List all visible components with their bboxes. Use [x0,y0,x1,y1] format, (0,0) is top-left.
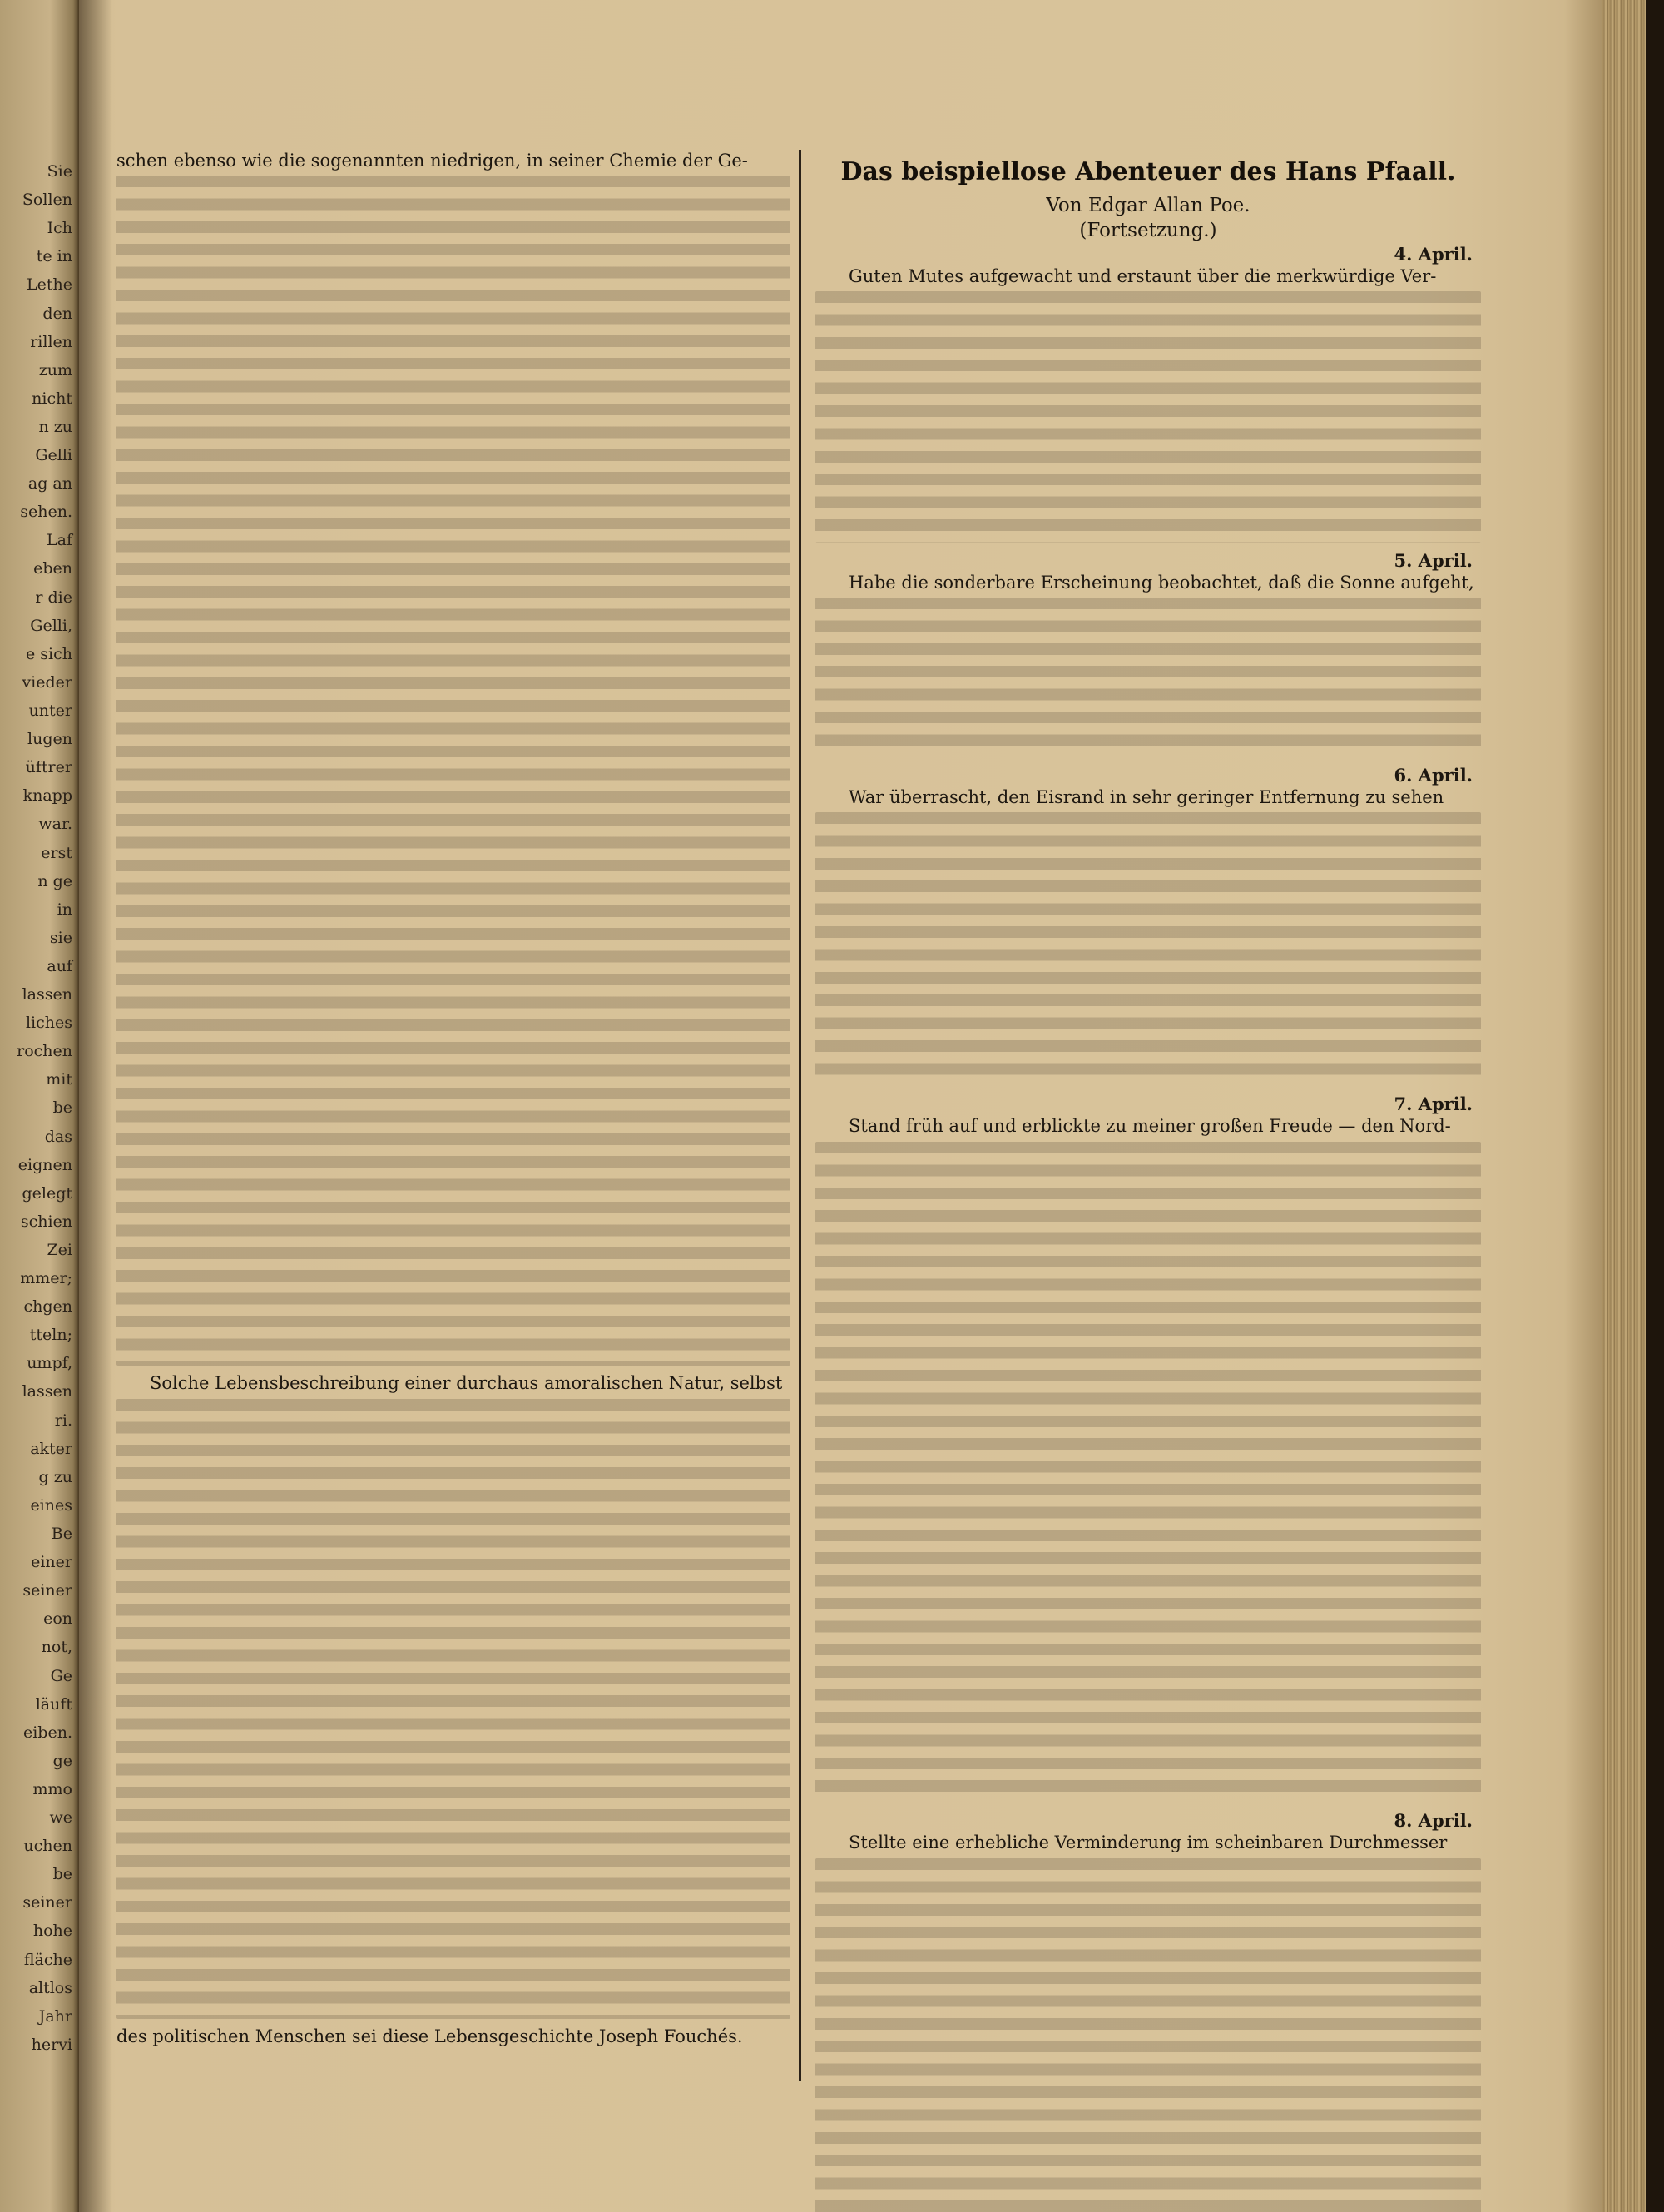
left-page-fragment: seiner [22,1893,72,1912]
left-page-fragment: eines [30,1495,72,1515]
left-page-fragment: auf [47,956,72,975]
left-page-fragment: in [57,900,72,919]
gutter-shadow [79,0,112,2212]
left-page-fragment: läuft [35,1694,72,1714]
left-page-fragment: gelegt [22,1183,72,1203]
left-page-fragment: Gelli, [30,616,72,635]
left-column-last-line: des politischen Menschen sei diese Lebensgeschichte Joseph Fouchés. [116,2026,743,2046]
left-page-fragment: not, [41,1638,72,1657]
left-page-fragment: r die [35,588,72,607]
left-page-fragment: Laf [47,531,72,550]
left-page-fragment: lugen [27,730,72,749]
left-page-fragment: tteln; [29,1326,72,1345]
left-page-fragment: be [52,1865,72,1884]
left-page-fragment: nicht [32,389,72,408]
left-page-fragment: rillen [30,332,72,351]
entry-unread-lines [815,598,1481,757]
entry-first-line: Stellte eine erhebliche Verminderung im scheinbaren Durchmesser [849,1833,1448,1853]
entry-date: 5. April. [1394,549,1473,571]
left-page-fragment: einer [31,1553,72,1572]
left-page-fragment: Ich [47,219,72,238]
left-page-fragment: Ge [50,1666,72,1685]
left-page-fragment: das [44,1127,72,1146]
left-page-fragment: n ge [37,871,72,890]
left-page-edge [0,0,79,2212]
article-title: Das beispiellose Abenteuer des Hans Pfaall. [840,157,1456,186]
entry-date: 6. April. [1394,765,1473,786]
left-column-p2-first-line: Solche Lebensbeschreibung einer durchaus amoralischen Natur, selbst [150,1373,783,1394]
left-page-fragment: uchen [23,1837,72,1856]
left-column [116,150,790,2048]
article-continuation: (Fortsetzung.) [1079,220,1217,241]
left-page-fragment: Zei [47,1240,72,1259]
entry-first-line: Habe die sonderbare Erscheinung beobachtet, daß die Sonne aufgeht, [849,572,1474,593]
article-byline: Von Edgar Allan Poe. [1046,195,1250,216]
left-page-fragment: eben [33,559,72,578]
left-page-fragment: Sie [47,162,72,181]
left-page-fragment: eiben. [22,1723,72,1742]
left-page-fragment: zum [38,360,72,379]
left-page-fragment: g zu [38,1467,72,1486]
left-page-fragment: den [42,304,72,323]
left-page-fragment: vieder [22,672,72,692]
left-page-fragment: lassen [22,985,72,1004]
entry-first-line: War überrascht, den Eisrand in sehr geringer Entfernung zu sehen [849,787,1444,807]
left-page-fragment: knapp [22,786,72,806]
left-page-fragment: eon [43,1609,72,1629]
left-page-fragment: e sich [26,644,72,663]
column-rule [799,150,801,2081]
left-page-fragment: schien [20,1212,72,1231]
left-page-fragment: liches [25,1014,72,1033]
left-page-fragment: eignen [17,1155,72,1174]
left-page-fragment: te in [36,247,72,266]
left-page-fragment: war. [38,815,72,834]
left-page-fragment: akter [30,1439,72,1458]
entry-date: 8. April. [1394,1810,1473,1832]
entry-date: 7. April. [1394,1094,1473,1115]
left-page-fragment: n zu [38,417,72,436]
diary-entries [815,243,1481,2212]
left-page-fragment: ag an [27,474,72,493]
left-page-fragment: Gelli [35,446,72,465]
entry-unread-lines [815,812,1481,1086]
left-page-fragment: ge [52,1751,72,1770]
left-column-p1-unread-lines [116,176,790,1366]
entry-first-line: Stand früh auf und erblickte zu meiner großen Freude — den Nord- [849,1116,1451,1137]
entry-date: 4. April. [1394,244,1473,265]
left-page-fragment: erst [41,843,72,862]
left-page-fragment: hervi [31,2035,72,2054]
left-page-fragment: mmo [32,1779,72,1798]
left-page-fragment: sie [49,928,72,947]
left-column-p1-first-line: schen ebenso wie die sogenannten niedrigen, in seiner Chemie der Ge- [116,151,748,171]
left-page-fragment: mit [46,1070,72,1089]
left-column-paragraph-2 [116,1372,790,1395]
left-page-fragment: üftrer [25,758,72,777]
entry-unread-lines [815,1142,1481,1803]
left-page-fragment: mmer; [20,1269,72,1288]
left-page-fragment: umpf, [27,1354,72,1373]
left-column-paragraph-1 [116,150,790,172]
entry-unread-lines [815,291,1481,542]
left-page-fragment: unter [28,701,72,720]
left-page-fragment: lassen [22,1382,72,1401]
left-page-fragment: Jahr [38,2006,72,2026]
left-page-fragment: Be [51,1525,72,1543]
right-book-edge [1602,0,1664,2212]
left-page-fragment: seiner [22,1581,72,1600]
right-column [815,150,1481,2212]
entry-first-line: Guten Mutes aufgewacht und erstaunt über die merkwürdige Ver- [849,266,1437,286]
left-page-fragment: fläche [23,1950,72,1969]
left-page-fragment: altlos [28,1978,72,1997]
left-page-fragment: ri. [54,1411,72,1430]
left-page-fragment: be [52,1099,72,1118]
entry-unread-lines [815,1858,1481,2212]
left-page-fragment: chgen [23,1297,72,1317]
left-page-fragment: Sollen [22,191,72,210]
left-page-fragment: sehen. [20,503,72,522]
left-page-fragment: hohe [32,1922,72,1941]
left-page-fragment: we [49,1808,72,1828]
left-page-fragment: rochen [17,1042,72,1061]
left-column-p2-unread-lines [116,1399,790,2019]
left-page-fragment: Lethe [27,275,72,295]
